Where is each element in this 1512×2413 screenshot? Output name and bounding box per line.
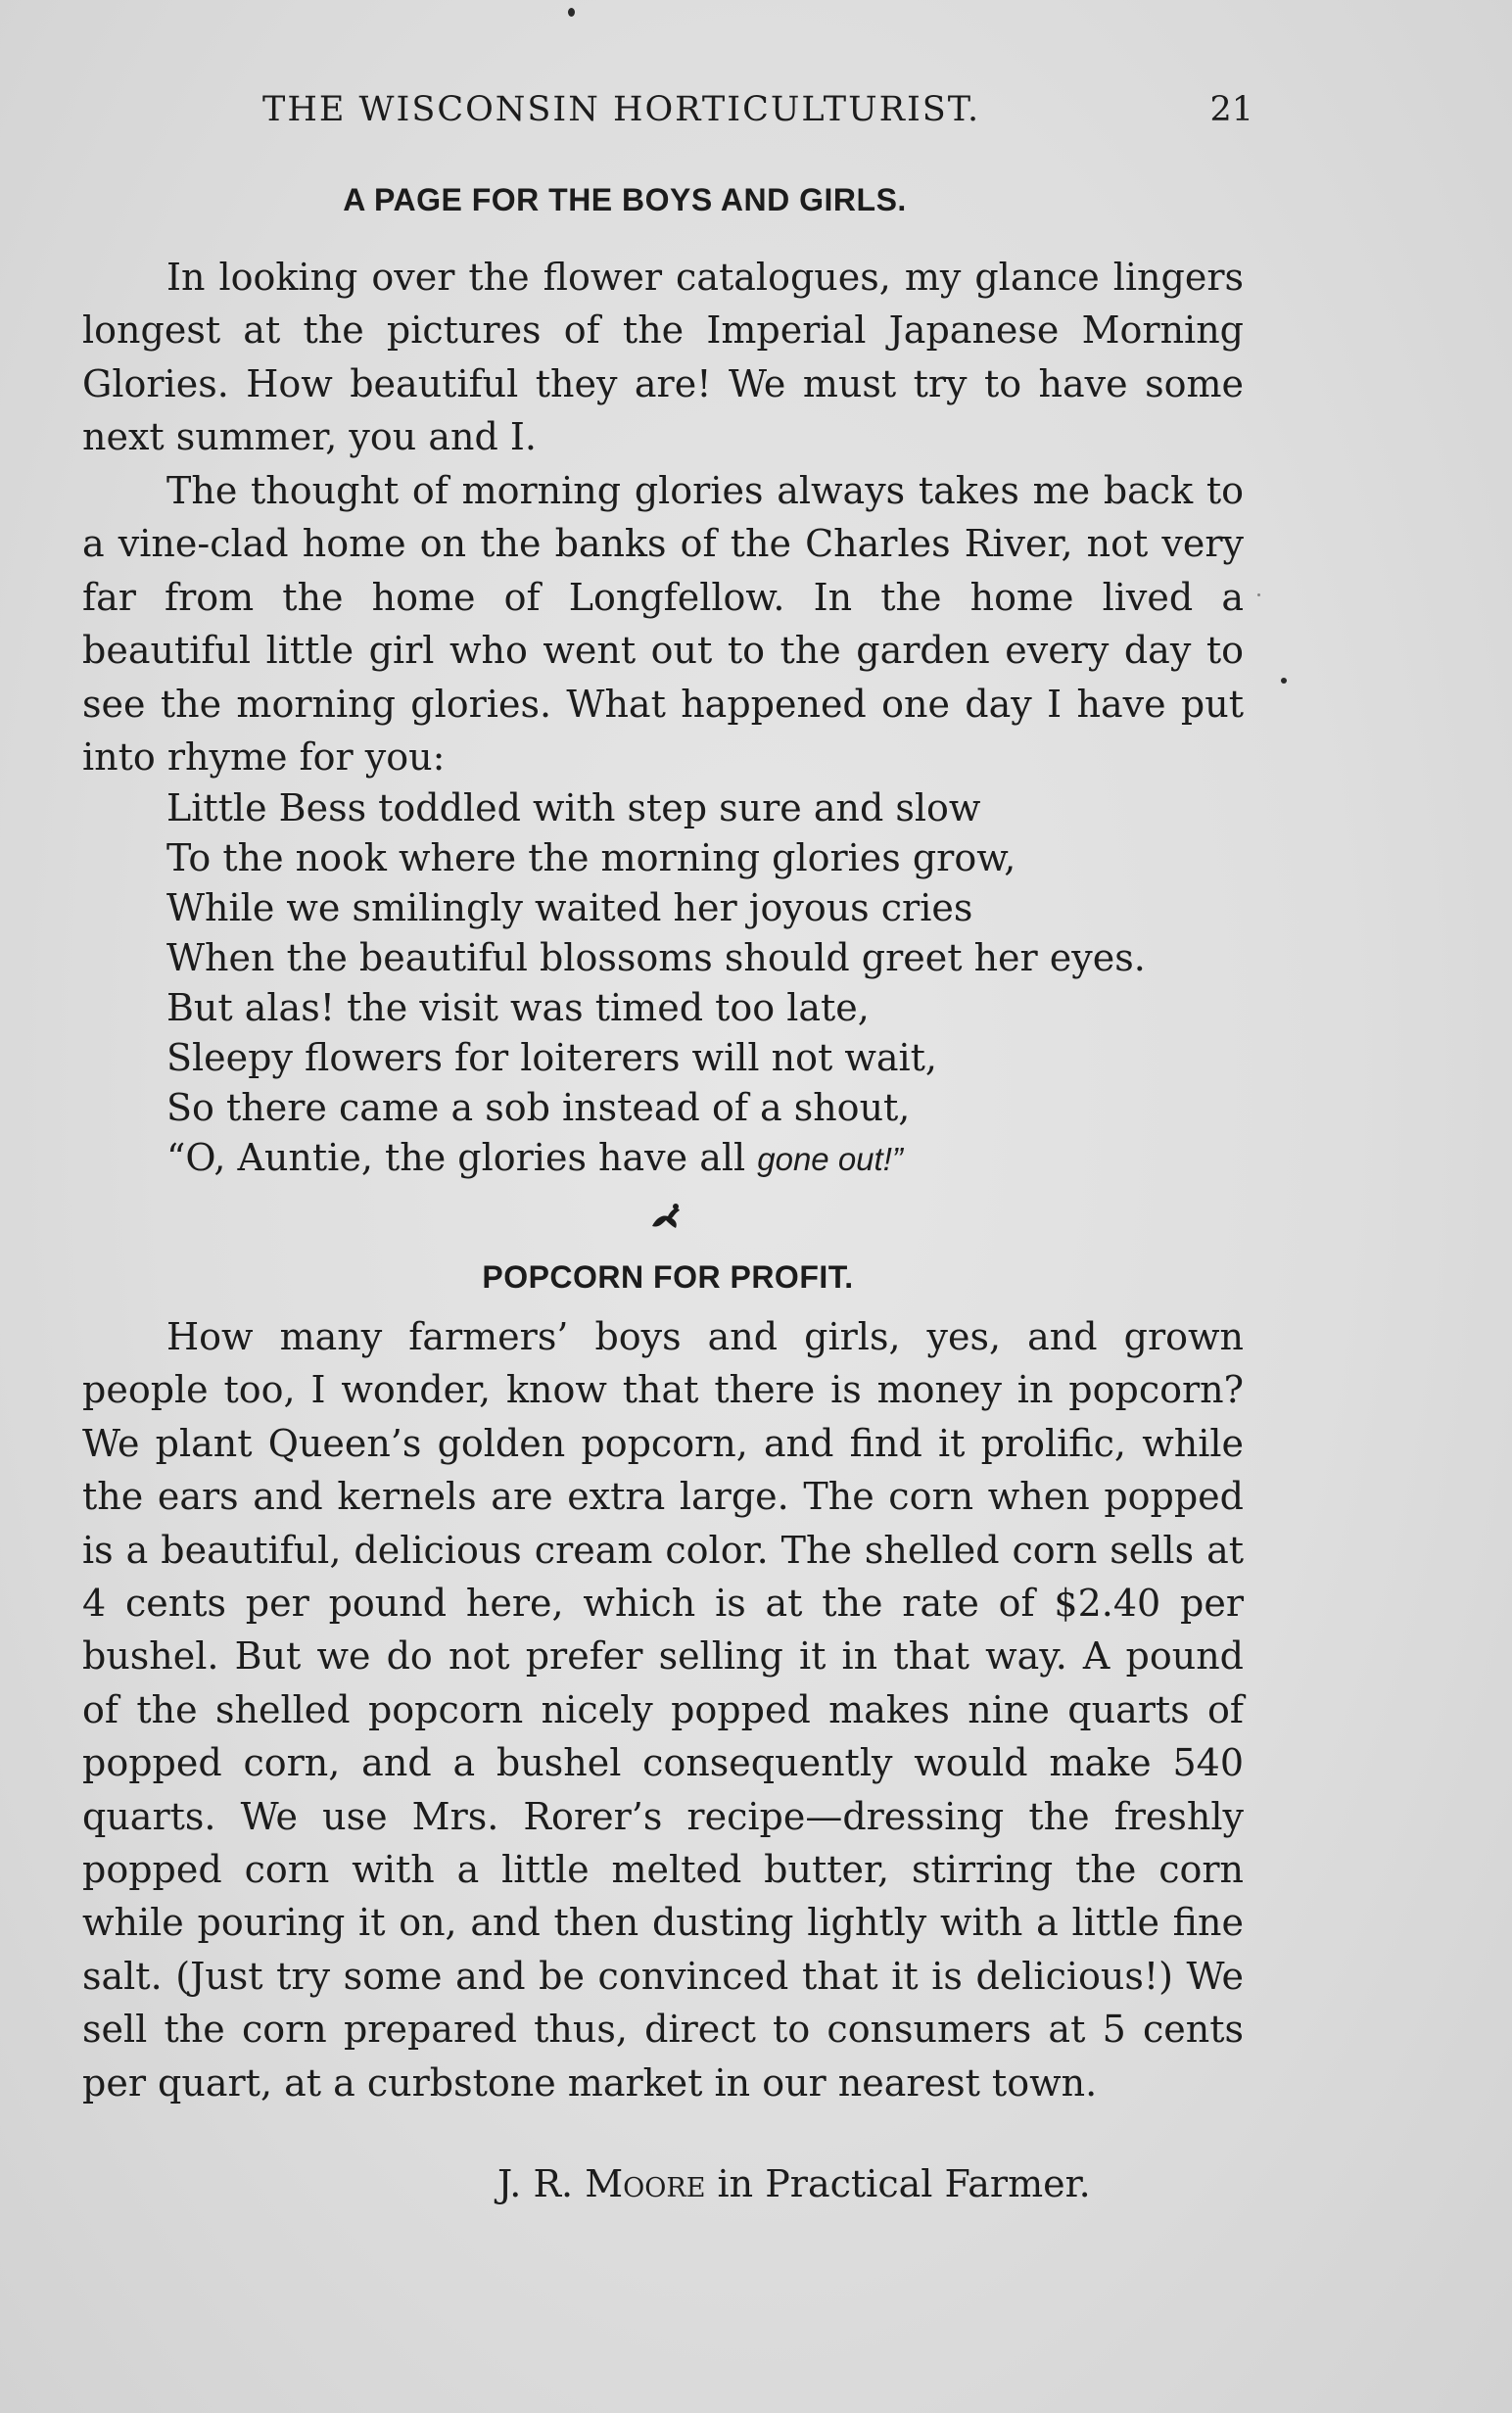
paragraph-text: In looking over the flower catalogues, my glance lingers longest at the pictures of the Imperial Japanese Morning Glories. How beautiful they are! We must try to have some next summer, you and I.	[82, 256, 1244, 459]
attribution-source: in Practical Farmer.	[705, 2162, 1091, 2205]
attribution	[497, 2162, 1091, 2205]
fleuron-divider-icon	[646, 1197, 685, 1236]
paragraph-flower-catalogues	[82, 251, 1244, 464]
poem-line-start: “O, Auntie, the glories have all	[166, 1136, 758, 1179]
section-title-popcorn: POPCORN FOR PROFIT.	[482, 1259, 854, 1295]
section-title-boys-and-girls: A PAGE FOR THE BOYS AND GIRLS.	[343, 182, 907, 217]
running-title: THE WISCONSIN HORTICULTURIST.	[262, 90, 981, 129]
ink-speck	[568, 8, 575, 17]
attribution-author: Moore	[585, 2162, 706, 2205]
ink-speck	[1257, 593, 1260, 596]
poem-line-final	[166, 1133, 1146, 1184]
paragraph-text: The thought of morning glories always takes me back to a vine-clad home on the banks of the Charles River, not very far from the home of Longfellow. In the home lived a beautiful little girl who went out to the garden every day to see the morning glories. What happened one day I have put into rhyme for you:	[82, 469, 1244, 780]
poem-line: To the nook where the morning glories grow,	[166, 836, 1016, 879]
page-number: 21	[1209, 90, 1253, 129]
poem-line: While we smilingly waited her joyous cries	[166, 886, 973, 929]
paragraph-morning-glories	[82, 464, 1244, 783]
poem-line: But alas! the visit was timed too late,	[166, 986, 870, 1029]
paragraph-popcorn	[82, 1310, 1244, 2109]
ink-speck	[1281, 678, 1287, 684]
attribution-initials: J. R.	[497, 2162, 586, 2205]
poem-little-bess	[166, 783, 1146, 1184]
poem-line: So there came a sob instead of a shout,	[166, 1086, 911, 1129]
poem-line: Little Bess toddled with step sure and slow	[166, 786, 981, 829]
poem-line: Sleepy flowers for loiterers will not wait,	[166, 1036, 937, 1079]
poem-emphasis: gone out!”	[757, 1141, 903, 1177]
paragraph-text: How many farmers’ boys and girls, yes, and grown people too, I wonder, know that there is money in popcorn? We plant Queen’s golden popcorn, and find it prolific, while the ears and kernels are extra large. The corn when popped is a beautiful, delicious cream color. The shelled corn sells at 4 cents per pound here, which is at the rate of $2.40 per bushel. But we do not prefer selling it in that way. A pound of the shelled popcorn nicely popped makes nine quarts of popped corn, and a bushel consequently would make 540 quarts. We use Mrs. Rorer’s recipe—dressing the freshly popped corn with a little melted butter, stirring the corn while pouring it on, and then dusting lightly with a little fine salt. (Just try some and be convinced that it is delicious!) We sell the corn prepared thus, direct to consumers at 5 cents per quart, at a curbstone market in our nearest town.	[82, 1315, 1244, 2105]
running-header	[262, 90, 1253, 139]
poem-line: When the beautiful blossoms should greet her eyes.	[166, 936, 1146, 979]
